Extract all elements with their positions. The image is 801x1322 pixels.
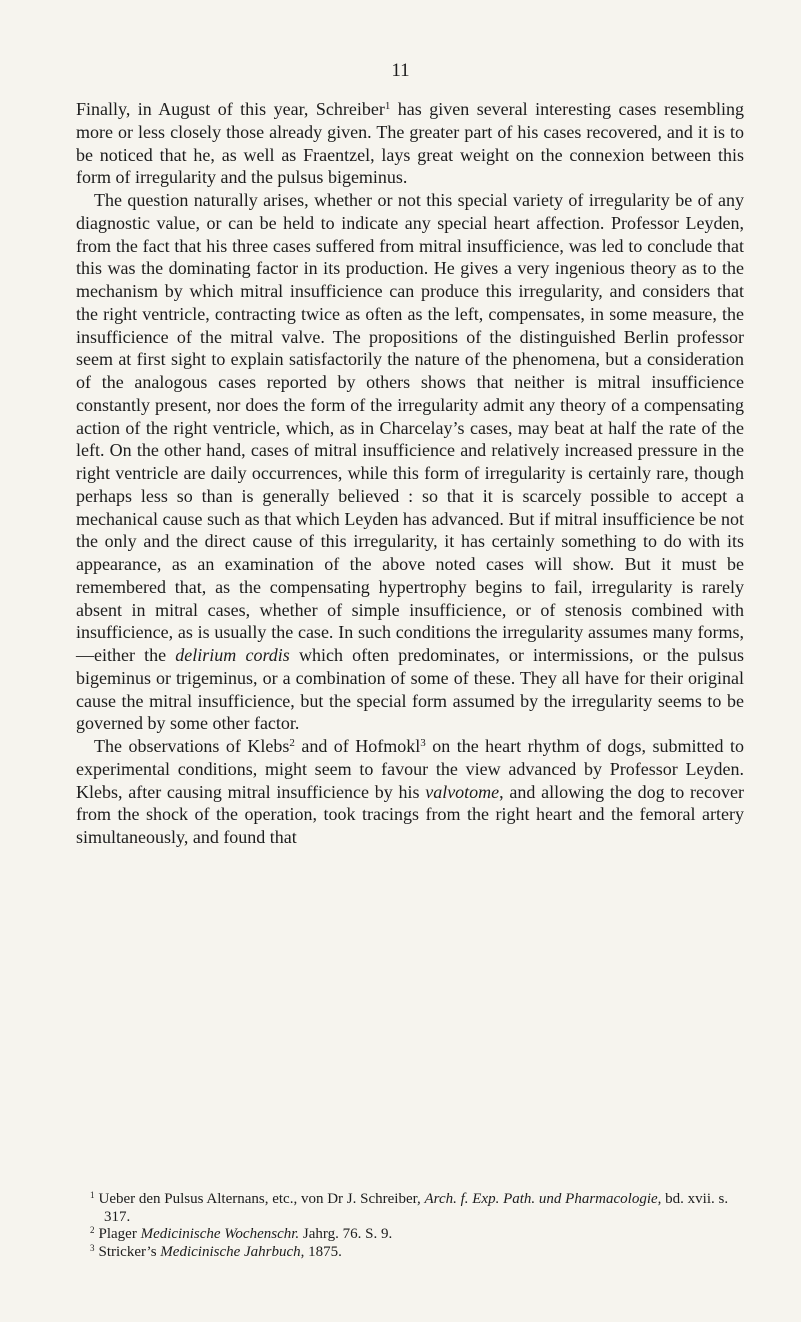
page-number: 11 (391, 60, 410, 81)
footnote-3 (90, 1244, 750, 1262)
footnotes (90, 1191, 750, 1261)
footnote-ref-3: 3 (420, 737, 426, 749)
footnote-2 (90, 1226, 750, 1244)
footnote-text: Stricker’s (98, 1243, 161, 1260)
footnote-text: Jahrg. 76. S. 9. (299, 1226, 393, 1242)
paragraph-1-text-b: has given several interesting cases resembling more or less closely those already given. The greater part of his cases recovered, and it is to be noticed that he, as well as Fraentzel, lays great weight on the connexion between this form of irregularity and the pulsus bigeminus. (76, 99, 744, 188)
paragraph-3 (76, 735, 744, 849)
footnote-text: Ueber den Pulsus Alternans, etc., von Dr J. Schreiber, (98, 1191, 425, 1207)
footnote-text: Plager (98, 1226, 141, 1242)
paragraph-3-italic: valvotome (425, 781, 500, 802)
paragraph-3-text-d: , and allowing the dog to recover from the shock of the operation, took tracings from the right heart and the femoral artery simultaneously, and found that (76, 781, 744, 847)
paragraph-3-text-a: The observations of Klebs (94, 736, 290, 756)
footnote-marker: 3 (90, 1242, 95, 1253)
footnote-1 (90, 1191, 750, 1226)
body-text (76, 98, 744, 849)
footnote-text: , 1875. (300, 1243, 342, 1260)
footnote-text: , bd. xvii. s. 317. (104, 1191, 729, 1225)
paragraph-1 (76, 98, 744, 189)
footnote-marker: 1 (90, 1190, 95, 1200)
paragraph-2-italic: delirium cordis (175, 645, 290, 665)
footnote-ref-1: 1 (384, 100, 391, 112)
footnote-marker: 2 (90, 1225, 95, 1235)
footnote-ref-2: 2 (289, 737, 295, 749)
footnote-italic: Arch. f. Exp. Path. und Pharmacologie (424, 1191, 658, 1207)
paragraph-3-text-c: on the heart rhythm of dogs, submitted to experimental conditions, might seem to favour the view advanced by Professor Leyden. Klebs, after causing mitral insufficience by his (76, 736, 744, 802)
footnote-italic: Medicinische Wochenschr. (140, 1226, 300, 1242)
paragraph-2-text-a: The question naturally arises, whether or not this special variety of irregularity be of any diagnostic value, or can be held to indicate any special heart affection. Professor Leyden, from the fact that his three cases suffered from mitral insufficience, was led to conclude that this was the dominating factor in its production. He gives a very ingenious theory as to the mechanism by which mitral insufficience can produce this irregularity, and considers that the right ventricle, contracting twice as often as the left, compensates, in some measure, the insufficience of the mitral valve. The propositions of the distinguished Berlin professor seem at first sight to explain satisfactorily the nature of the phenomena, but a consideration of the analogous cases reported by others shows that neither is mitral insufficience constantly present, nor does the form of the irregularity admit any theory of a compensating action of the right ventricle, which, as in Charcelay’s cases, may beat at half the rate of the left. On the other hand, cases of mitral insufficience and relatively increased pressure in the right ventricle are daily occurrences, while this form of irregularity is certainly rare, though perhaps less so than is generally believed : so that it is scarcely possible to accept a mechanical cause such as that which Leyden has advanced. But if mitral insufficience be not the only and the direct cause of this irregularity, it has certainly something to do with its appearance, as an examination of the above noted cases will show. But it must be remembered that, as the compensating hypertrophy begins to fail, irregularity is rarely absent in mitral cases, whether of simple insufficience, or of stenosis combined with insufficience, as is usually the case. In such conditions the irregularity assumes many forms,—either the (76, 190, 744, 665)
paragraph-2 (76, 189, 744, 735)
paragraph-1-text-a: Finally, in August of this year, Schreiber (76, 99, 385, 119)
paragraph-2-text-b: which often predominates, or intermissions, or the pulsus bigeminus or trigeminus, or a combination of some of these. They all have for their original cause the mitral insufficience, but the special form assumed by the irregularity seems to be governed by some other factor. (76, 645, 745, 734)
footnote-italic: Medicinische Jahrbuch (160, 1243, 301, 1260)
paragraph-3-text-b: and of Hofmokl (294, 736, 421, 756)
